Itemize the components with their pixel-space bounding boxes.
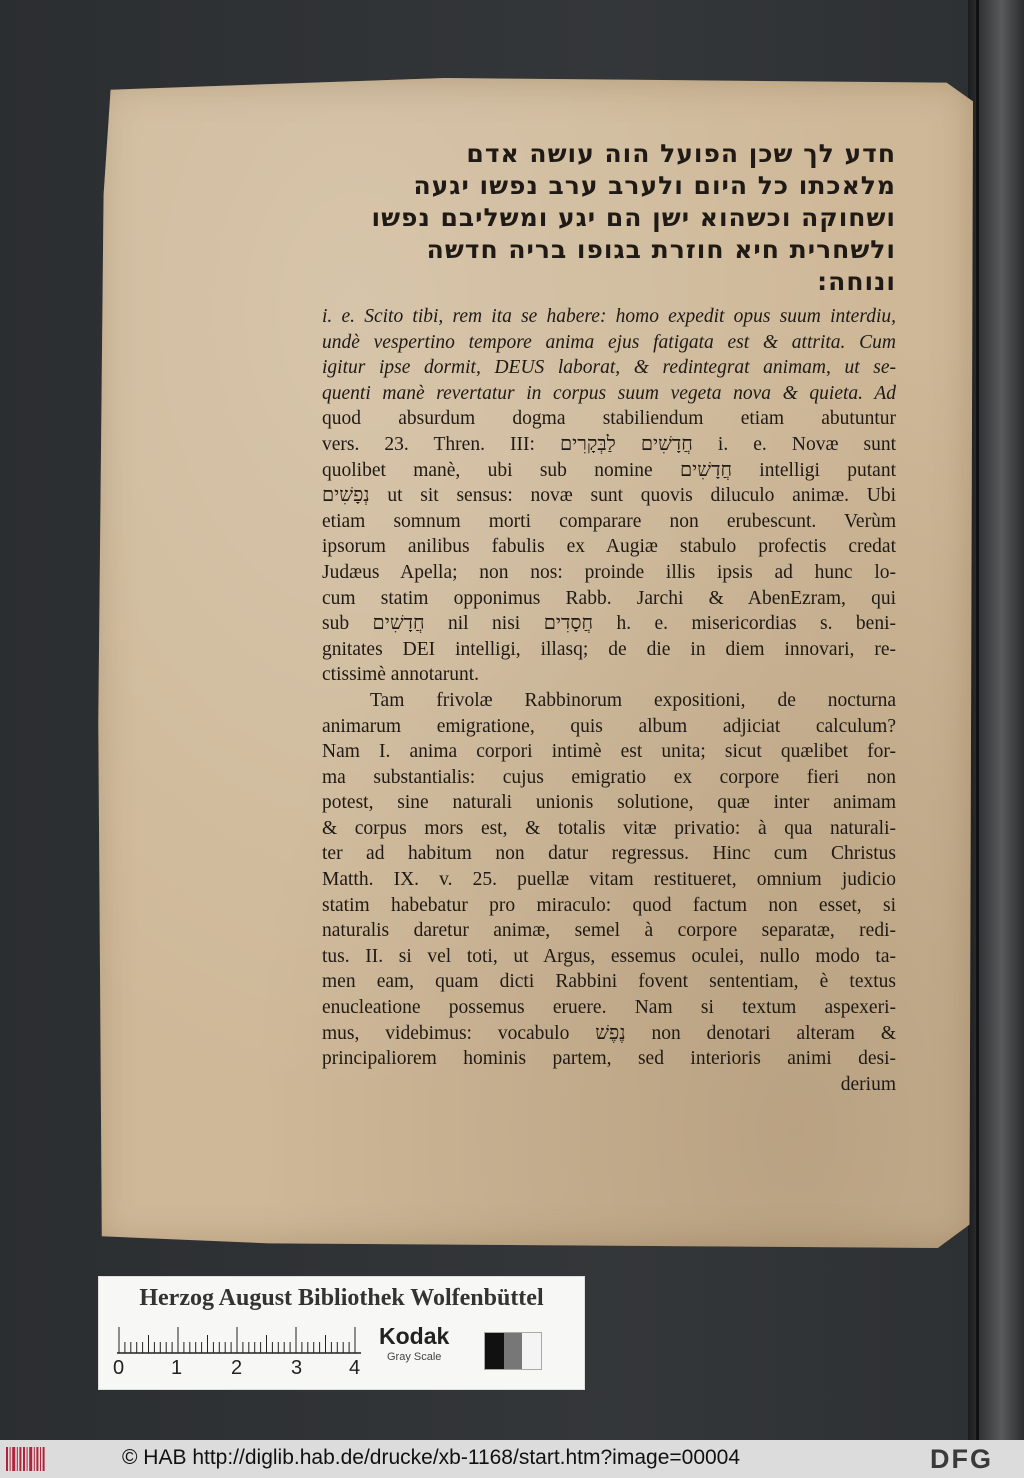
latin-line: mus, videbimus: vocabulo נֶפֶשׁ non denotari alteram & bbox=[322, 1022, 896, 1044]
hebrew-line: מלאכתו כל היום ולערב ערב נפשו יגעה bbox=[413, 171, 896, 200]
latin-line: Matth. IX. v. 25. puellæ vitam restitueret, omnium judicio bbox=[322, 869, 896, 891]
barcode-bar bbox=[40, 1447, 41, 1471]
gray-patch bbox=[504, 1333, 523, 1369]
gray-scale-patches bbox=[484, 1332, 542, 1370]
dfg-logo: DFG bbox=[930, 1444, 993, 1474]
barcode-bar bbox=[17, 1447, 18, 1471]
barcode-bar bbox=[36, 1447, 38, 1471]
barcode-bar bbox=[34, 1447, 35, 1471]
barcode-icon bbox=[6, 1445, 50, 1473]
barcode-bar bbox=[43, 1447, 45, 1471]
gray-patch bbox=[485, 1333, 504, 1369]
latin-line: derium bbox=[840, 1073, 896, 1095]
barcode-bar bbox=[27, 1447, 28, 1471]
latin-line: ipsorum anilibus fabulis ex Augiæ stabulo profectis credat bbox=[322, 536, 896, 558]
latin-line: principaliorem hominis partem, sed interioris animi desi- bbox=[322, 1048, 896, 1070]
latin-line: tus. II. si vel toti, ut Argus, essemus oculei, nullo modo ta- bbox=[322, 945, 896, 967]
footer-bar bbox=[0, 1440, 1024, 1478]
latin-line: quod absurdum dogma stabiliendum etiam abutuntur bbox=[322, 408, 896, 430]
barcode-bar bbox=[23, 1447, 25, 1471]
hebrew-line: חדע לך שכן הפועל הוה עושה אדם bbox=[466, 139, 896, 168]
hebrew-quote-block bbox=[322, 138, 896, 298]
ruler-number: 0 bbox=[113, 1357, 125, 1379]
latin-line: sub חֲדָשִׁים nil nisi חֲסָדִים h. e. misericordias s. beni- bbox=[322, 613, 896, 635]
latin-line: נְפָשִׁים ut sit sensus: novæ sunt quovis diluculo animæ. Ubi bbox=[322, 485, 896, 507]
latin-line: & corpus mors est, & totalis vitæ privatio: à qua naturali- bbox=[322, 817, 896, 839]
latin-line: quenti manè revertatur in corpus suum vegeta nova & quieta. Ad bbox=[322, 382, 896, 404]
copyright-link[interactable]: © HAB http://diglib.hab.de/drucke/xb-1168/start.htm?image=00004 bbox=[122, 1446, 741, 1469]
latin-line: ctissimè annotarunt. bbox=[322, 664, 480, 686]
hebrew-line: ולשחרית חיא חוזרת בגופו בריה חדשה bbox=[426, 235, 896, 264]
gutter-line bbox=[976, 0, 979, 1440]
latin-line: cum statim opponimus Rabb. Jarchi & AbenEzram, qui bbox=[322, 587, 896, 609]
latin-line: naturalis daretur animæ, semel à corpore separatæ, redi- bbox=[322, 920, 896, 942]
ruler-number: 4 bbox=[349, 1357, 361, 1379]
hebrew-line: ושחוקה וכשהוא ישן הם יגע ומשליבם נפשו bbox=[371, 203, 896, 232]
text-column bbox=[322, 138, 896, 1097]
latin-line: men eam, quam dicti Rabbini fovent sententiam, è textus bbox=[322, 971, 896, 993]
latin-line: i. e. Scito tibi, rem ita se habere: homo expedit opus suum interdiu, bbox=[322, 306, 896, 327]
latin-line: quolibet manè, ubi sub nomine חֲדָשִׁים intelligi putant bbox=[322, 459, 896, 481]
latin-body-text bbox=[322, 304, 896, 1097]
latin-line: vers. 23. Thren. III: חֲדָשִׁים לַבְּקָרִים i. e. Novæ sunt bbox=[322, 433, 896, 455]
library-name: Herzog August Bibliothek Wolfenbüttel bbox=[139, 1285, 544, 1311]
barcode-bar bbox=[10, 1447, 11, 1471]
latin-line: animarum emigratione, quis album adjiciat calculum? bbox=[322, 715, 896, 737]
latin-line: Tam frivolæ Rabbinorum expositioni, de nocturna bbox=[370, 689, 896, 711]
scale-ruler-card bbox=[98, 1276, 585, 1390]
latin-line: ma substantialis: cujus emigratio ex corpore fieri non bbox=[322, 766, 896, 788]
latin-line: etiam somnum morti comparare non erubescunt. Verùm bbox=[322, 510, 896, 532]
ruler-number: 3 bbox=[291, 1357, 303, 1379]
barcode-bar bbox=[12, 1447, 15, 1471]
latin-line: ter ad habitum non datur regressus. Hinc cum Christus bbox=[322, 843, 896, 865]
barcode-bar bbox=[29, 1447, 32, 1471]
latin-line: igitur ipse dormit, DEUS laborat, & redintegrat animam, ut se- bbox=[322, 357, 896, 379]
latin-line: enucleatione possemus eruere. Nam si textum aspexeri- bbox=[322, 997, 896, 1019]
kodak-logo: Kodak bbox=[379, 1323, 450, 1349]
ruler-number: 1 bbox=[171, 1357, 183, 1379]
ruler-number: 2 bbox=[231, 1357, 243, 1379]
hebrew-line: ונוחה: bbox=[817, 267, 896, 296]
barcode-bar bbox=[19, 1447, 21, 1471]
barcode-bar bbox=[6, 1447, 8, 1471]
latin-line: undè vespertino tempore anima ejus fatigata est & attrita. Cum bbox=[322, 331, 896, 353]
latin-line: gnitates DEI intelligi, illasq; de die in diem innovari, re- bbox=[322, 638, 896, 660]
latin-line: Judæus Apella; non nos: proinde illis ipsis ad hunc lo- bbox=[322, 561, 896, 583]
latin-line: statim habebatur pro miraculo: quod factum non esset, si bbox=[322, 894, 896, 916]
gray-patch bbox=[522, 1333, 541, 1369]
latin-line: potest, sine naturali unionis solutione, quæ inter animam bbox=[322, 792, 896, 814]
latin-line: Nam I. anima corpori intimè est unita; sicut quælibet for- bbox=[322, 741, 896, 763]
gray-scale-label: Gray Scale bbox=[387, 1351, 442, 1363]
